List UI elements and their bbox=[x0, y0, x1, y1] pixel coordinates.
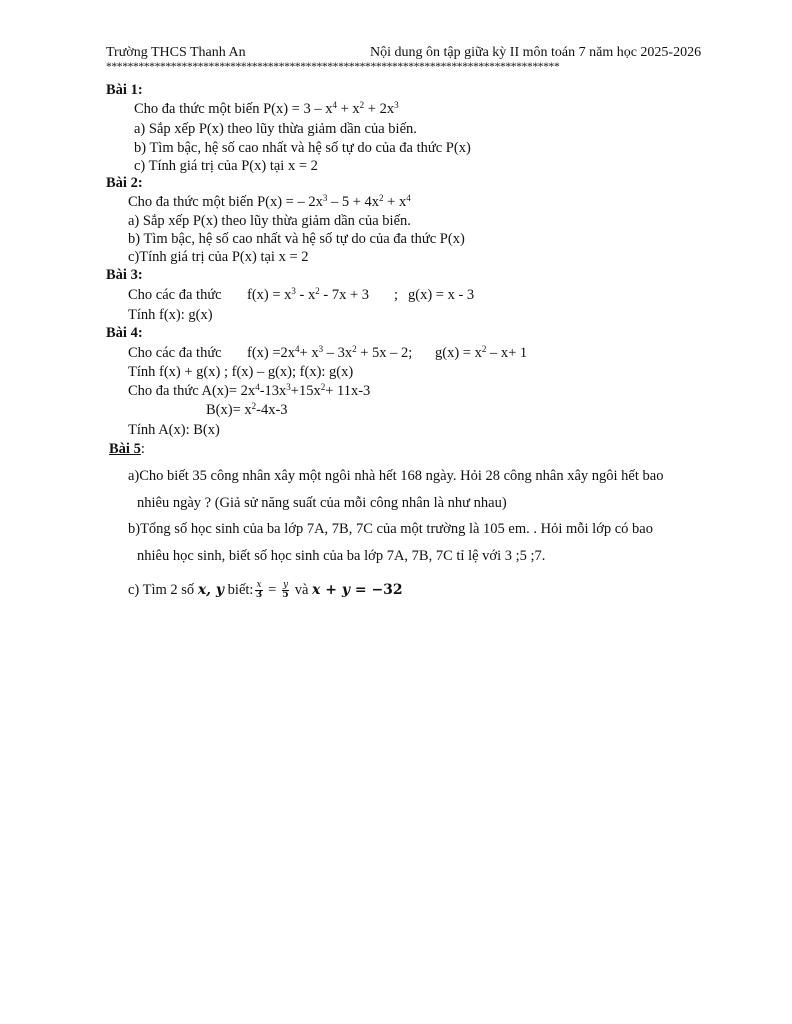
star-divider: ************************************************************************************ bbox=[106, 60, 560, 73]
bai1-part-a: a) Sắp xếp P(x) theo lũy thừa giảm dần của biến. bbox=[134, 121, 417, 137]
bai4-task1: Tính f(x) + g(x) ; f(x) – g(x); f(x): g(x) bbox=[128, 364, 354, 380]
bai5-b-line1: b)Tổng số học sinh của ba lớp 7A, 7B, 7C của một trường là 105 em. . Hỏi mỗi lớp có bao bbox=[128, 521, 653, 537]
bai5-a-line1: a)Cho biết 35 công nhân xây một ngôi nhà hết 168 ngày. Hỏi 28 công nhân xây ngôi hết bao bbox=[128, 468, 664, 484]
bai3-g-poly: g(x) = x - 3 bbox=[408, 287, 475, 303]
bai2-part-a: a) Sắp xếp P(x) theo lũy thừa giảm dần của biến. bbox=[128, 213, 411, 229]
school-name: Trường THCS Thanh An bbox=[106, 45, 246, 60]
fraction-y-over-5: $\frac{y}{5}$ bbox=[282, 580, 289, 601]
fraction-x-over-3: $\frac{x}{3}$ bbox=[255, 580, 263, 601]
document-title: Nội dung ôn tập giữa kỳ II môn toán 7 năm học 2025-2026 bbox=[370, 45, 702, 60]
bai1-part-b: b) Tìm bậc, hệ số cao nhất và hệ số tự do của đa thức P(x) bbox=[134, 140, 471, 156]
bai3-line1-label: Cho các đa thức bbox=[128, 287, 222, 303]
bai3-heading: Bài 3: bbox=[106, 267, 143, 283]
bai1-heading: Bài 1: bbox=[106, 82, 143, 98]
bai2-intro: Cho đa thức một biến P(x) = – $2x^3 - 5 + 4x^2 + x^4$ bbox=[128, 193, 411, 210]
bai2-part-b: b) Tìm bậc, hệ số cao nhất và hệ số tự do của đa thức P(x) bbox=[128, 231, 465, 247]
bai1-intro: Cho đa thức một biến $P(x) = 3 - x^4 + x^2 + 2x^3$ bbox=[134, 100, 399, 117]
bai3-task: Tính f(x): g(x) bbox=[128, 307, 213, 323]
bai5-b-line2: nhiêu học sinh, biết số học sinh của ba lớp 7A, 7B, 7C tỉ lệ với 3 ;5 ;7. bbox=[137, 548, 546, 564]
bai3-separator: ; bbox=[394, 287, 399, 303]
bai4-f-poly: $f(x) =2x^4+ x^3 - 3x^2 + 5x - 2$; bbox=[247, 344, 413, 361]
bai1-part-c: c) Tính giá trị của P(x) tại x = 2 bbox=[134, 158, 318, 174]
bai4-task2: Tính A(x): B(x) bbox=[128, 422, 220, 438]
bai4-line1-label: Cho các đa thức bbox=[128, 345, 222, 361]
bai2-part-c: c)Tính giá trị của P(x) tại x = 2 bbox=[128, 249, 309, 265]
bai2-heading: Bài 2: bbox=[106, 175, 143, 191]
bai4-a-poly: Cho đa thức $A(x)= 2x^4-13x^3+15x^2+ 11x-3$ bbox=[128, 382, 371, 399]
bai5-heading: Bài 5: bbox=[109, 441, 145, 457]
bai3-f-poly: $f(x) = x^3 - x^2 - 7x + 3$ bbox=[247, 286, 370, 303]
bai4-heading: Bài 4: bbox=[106, 325, 143, 341]
bai4-g-poly: $g(x) = x^2 - x+ 1$ bbox=[435, 344, 528, 361]
bai4-b-poly: $B(x)= x^2-4x-3$ bbox=[206, 401, 288, 418]
bai5-a-line2: nhiêu ngày ? (Giả sử năng suất của mỗi công nhân là như nhau) bbox=[137, 495, 507, 511]
bai5-c-line: c) Tìm 2 số x, y biết: $\frac{x}{3}$ = $\frac{y}{5}$ và x + y = −32 bbox=[128, 580, 403, 601]
